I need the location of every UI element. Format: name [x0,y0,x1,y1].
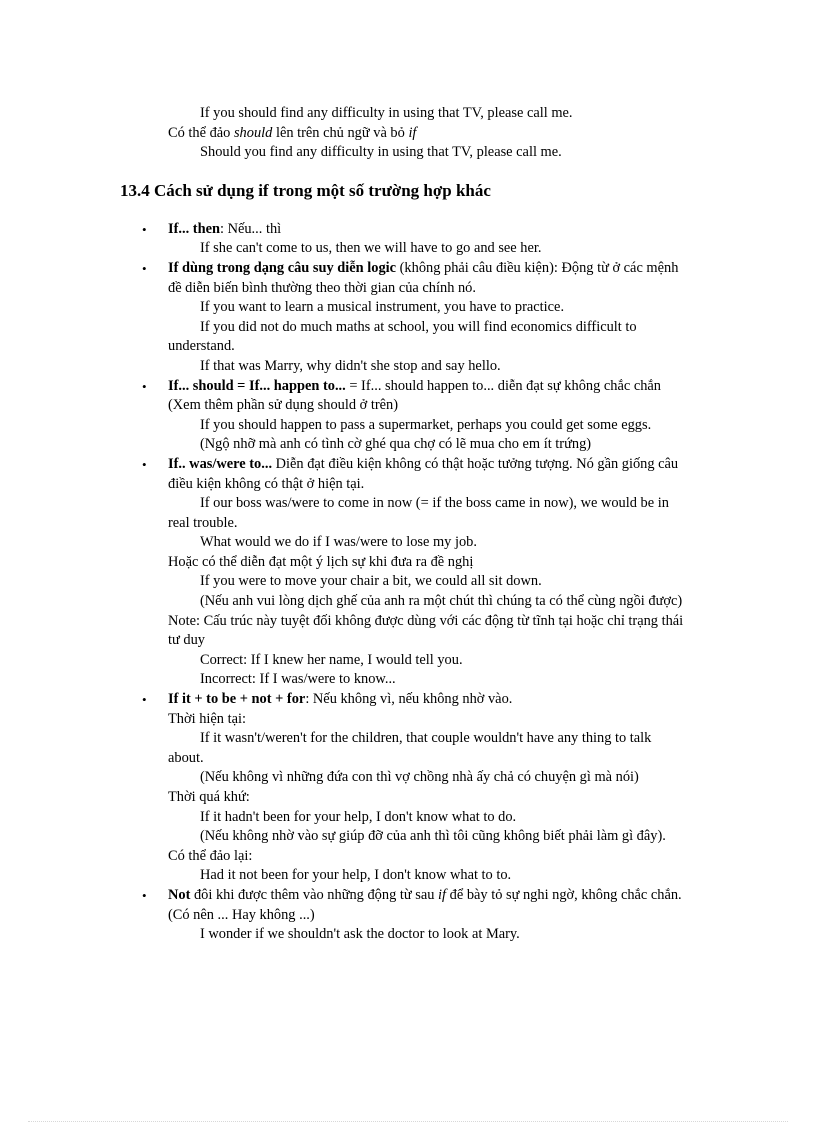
note-italic: should [233,124,273,141]
note-line [168,124,688,144]
bullet-desc: Diễn đạt điều kiện không có thật hoặc tưởng tượng. Nó gần giống câu điều kiện không có thật ở hiện tại. [168,455,679,492]
bullet-icon: • [142,692,147,708]
example-line: If you should find any difficulty in using that TV, please call me. [200,105,573,121]
bullet-icon: • [142,221,147,237]
note-text: Có thể đảo [168,124,234,141]
bullet-title: If... should = If... happen to... [168,377,346,394]
bullet-item-should-happen [142,377,688,455]
translation-line: (Nếu không vì những đứa con thì vợ chồng nhà ấy chả có chuyện gì mà nói) [200,769,639,786]
bullet-desc: đôi khi được thêm vào những động từ sau [190,886,439,903]
page-content [120,104,688,945]
example-line: If it wasn't/weren't for the children, that couple wouldn't have any thing to talk about. [168,730,652,766]
example-line: If that was Marry, why didn't she stop and say hello. [200,357,501,374]
example-line: Incorrect: If I was/were to know... [200,671,396,688]
example-line: Correct: If I knew her name, I would tell you. [200,651,463,668]
bullet-desc: : Nếu... thì [219,220,282,237]
bullet-icon: • [142,260,147,276]
bullet-icon: • [142,456,147,472]
bullet-desc: để bày tỏ sự nghi ngờ, không chắc chắn. (Có nên ... Hay không ...) [168,886,682,923]
example-line: If she can't come to us, then we will have to go and see her. [200,240,542,257]
example-line: If you did not do much maths at school, you will find economics difficult to understand. [168,318,637,355]
bullet-title: Not [168,886,191,903]
example-line: If it hadn't been for your help, I don't know what to do. [200,808,517,825]
bullet-item-was-were-to [142,455,688,690]
bullet-title: If it + to be + not + for [168,691,306,708]
example-line: If you should happen to pass a supermarket, perhaps you could get some eggs. [200,416,652,433]
translation-line: (Nếu không nhờ vào sự giúp đỡ của anh thì tôi cũng không biết phải làm gì đây). [200,828,666,845]
bullet-item-logic [142,259,688,377]
note-text: lên trên chủ ngữ và bỏ [272,124,409,141]
section-heading: 13.4 Cách sử dụng if trong một số trường hợp khác [120,180,491,200]
note-line: Hoặc có thể diễn đạt một ý lịch sự khi đưa ra đề nghị [168,553,474,570]
example-line: If you want to learn a musical instrument, you have to practice. [200,299,565,316]
note-line: Note: Cấu trúc này tuyệt đối không được dùng với các động từ tĩnh tại hoặc chỉ trạng thái tư duy [168,612,684,649]
bullet-desc: : Nếu không vì, nếu không nhờ vào. [305,691,513,708]
bullet-desc: (không phải câu điều kiện): Động từ ở các mệnh đề diễn biến bình thường theo thời gian của chính nó. [168,259,679,296]
bullet-title: If dùng trong dạng câu suy diễn logic [168,259,397,276]
example-line: Had it not been for your help, I don't know what to to. [200,867,512,884]
tense-label: Thời quá khứ: [168,789,250,805]
bullet-title: If.. was/were to... [168,455,273,472]
tense-label: Có thể đảo lại: [168,847,253,864]
page-bottom-divider [28,1121,788,1122]
translation-line: (Nếu anh vui lòng dịch ghế của anh ra một chút thì chúng ta có thể cùng ngồi được) [200,593,683,610]
bullet-desc: = If... should happen to... diễn đạt sự không chắc chắn (Xem thêm phần sử dụng should ở trên) [168,377,661,414]
example-line: Should you find any difficulty in using that TV, please call me. [200,144,562,161]
example-line: If you were to move your chair a bit, we could all sit down. [200,573,542,590]
translation-line: (Ngộ nhỡ mà anh có tình cờ ghé qua chợ có lẽ mua cho em ít trứng) [200,436,592,453]
bullet-item-if-it-be-not-for [142,690,688,886]
bullet-icon: • [142,378,147,394]
example-line: I wonder if we shouldn't ask the doctor to look at Mary. [200,926,520,943]
example-line: If our boss was/were to come in now (= if the boss came in now), we would be in real trouble. [168,495,669,531]
note-italic: if [408,124,417,141]
bullet-title: If... then [168,220,220,237]
bullet-item-not [142,886,688,945]
bullet-desc-italic: if [438,886,447,903]
example-line: What would we do if I was/were to lose my job. [200,534,477,551]
bullet-item-if-then [142,220,688,259]
tense-label: Thời hiện tại: [168,710,246,727]
bullet-icon: • [142,887,147,903]
